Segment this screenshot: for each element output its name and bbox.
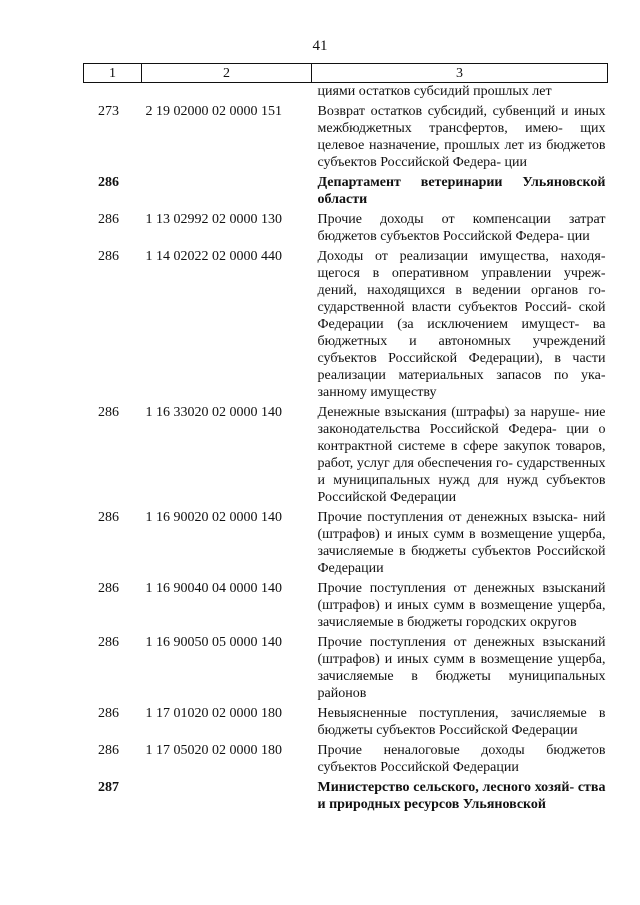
row-number-cell: 286: [98, 249, 119, 264]
row-number-cell: 286: [98, 405, 119, 420]
budget-code-cell: [142, 171, 312, 208]
row-number-cell: 273: [98, 104, 119, 119]
table-row: [84, 83, 608, 101]
table-row: [84, 401, 608, 506]
row-number-cell: 286: [98, 743, 119, 758]
description-cell: Невыясненные поступления, зачисляемые в бюджеты субъектов Российской Федерации: [317, 706, 606, 738]
budget-code-cell: 1 14 02022 02 0000 440: [145, 249, 282, 264]
column-header-1: 1: [84, 64, 142, 83]
row-number-cell: 286: [98, 175, 119, 190]
row-number-cell: 286: [98, 581, 119, 596]
description-cell: Доходы от реализации имущества, находя- щегося в оперативном управлении учреж- дений, находящихся в ведении органов го- сударственной власти субъектов Россий- ской Федерации (за исключением имущест- ва бюджетных и автономных учреждений субъектов Российской Федерации), в части реализации материальных запасов по ука- занному имуществу: [317, 249, 606, 400]
page-number: 41: [312, 38, 328, 54]
budget-code-cell: 1 16 90020 02 0000 140: [145, 510, 282, 525]
budget-code-cell: 1 16 90050 05 0000 140: [145, 635, 282, 650]
budget-code-cell: [142, 776, 312, 813]
table-header-row: [84, 64, 608, 83]
description-cell: Департамент ветеринарии Ульяновской области: [317, 175, 606, 207]
description-cell: Возврат остатков субсидий, субвенций и иных межбюджетных трансфертов, имею- щих целевое назначение, прошлых лет из бюджетов субъектов Российской Федера- ции: [317, 104, 606, 170]
table-row: [84, 739, 608, 776]
description-cell: Прочие неналоговые доходы бюджетов субъектов Российской Федерации: [317, 743, 606, 775]
section-heading-row: [84, 171, 608, 208]
table-row: [84, 100, 608, 171]
description-cell: циями остатков субсидий прошлых лет: [317, 84, 552, 99]
budget-code-cell: 1 17 05020 02 0000 180: [145, 743, 282, 758]
section-heading-row: [84, 776, 608, 813]
table-row: [84, 506, 608, 577]
revenue-classification-table: [83, 63, 608, 813]
table-row: [84, 702, 608, 739]
table-row: [84, 577, 608, 631]
description-cell: Прочие доходы от компенсации затрат бюджетов субъектов Российской Федера- ции: [317, 212, 606, 244]
column-header-3: 3: [312, 64, 608, 83]
description-cell: Министерство сельского, лесного хозяй- ства и природных ресурсов Ульяновской: [317, 780, 606, 812]
table-row: [84, 631, 608, 702]
table-row: [84, 245, 608, 401]
row-number-cell: 286: [98, 212, 119, 227]
row-number-cell: 287: [98, 780, 119, 795]
row-number-cell: 286: [98, 510, 119, 525]
budget-code-cell: [142, 83, 312, 101]
description-cell: Прочие поступления от денежных взысканий (штрафов) и иных сумм в возмещение ущерба, зачисляемые в бюджеты муниципальных районов: [317, 635, 606, 701]
table-row: [84, 208, 608, 245]
budget-code-cell: 1 13 02992 02 0000 130: [145, 212, 282, 227]
row-number-cell: [84, 83, 142, 101]
table-body: [84, 83, 608, 814]
budget-code-cell: 2 19 02000 02 0000 151: [145, 104, 282, 119]
description-cell: Прочие поступления от денежных взыска- ний (штрафов) и иных сумм в возмещение ущерба, зачисляемые в бюджеты субъектов Российской Федерации: [317, 510, 606, 576]
description-cell: Прочие поступления от денежных взысканий (штрафов) и иных сумм в возмещение ущерба, зачисляемые в бюджеты городских округов: [317, 581, 606, 630]
column-header-2: 2: [142, 64, 312, 83]
row-number-cell: 286: [98, 635, 119, 650]
budget-code-cell: 1 16 90040 04 0000 140: [145, 581, 282, 596]
budget-code-cell: 1 17 01020 02 0000 180: [145, 706, 282, 721]
row-number-cell: 286: [98, 706, 119, 721]
description-cell: Денежные взыскания (штрафы) за наруше- ние законодательства Российской Федера- ции о контрактной системе в сфере закупок товаров, работ, услуг для обеспечения го- сударственных и муниципальных нужд для нужд субъектов Российской Федерации: [317, 405, 606, 505]
budget-code-cell: 1 16 33020 02 0000 140: [145, 405, 282, 420]
